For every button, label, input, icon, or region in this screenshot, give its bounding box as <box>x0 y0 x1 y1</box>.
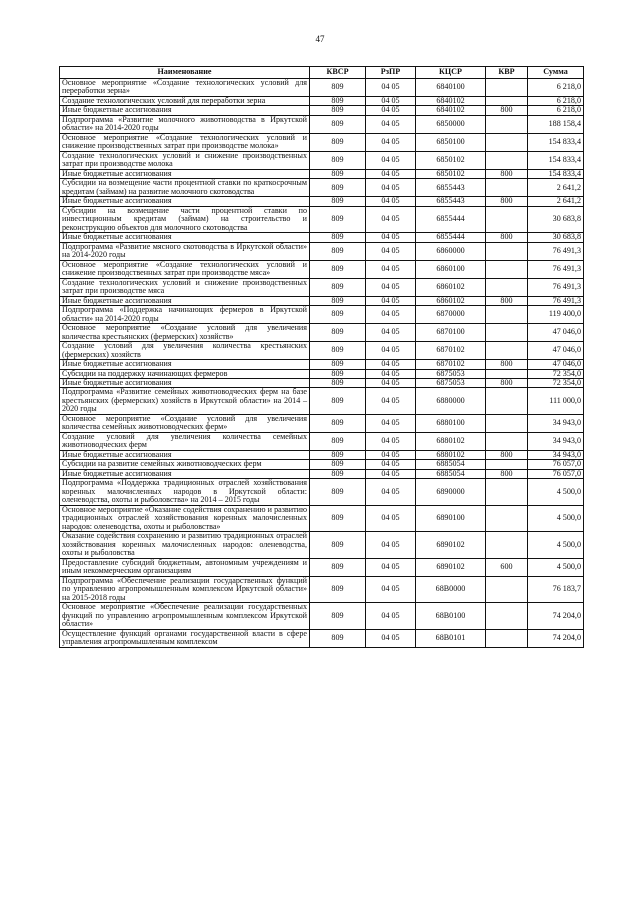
row-rzpr-cell: 04 05 <box>366 629 416 647</box>
row-kcsr-cell: 6860102 <box>416 296 486 305</box>
row-kvsr-cell: 809 <box>310 369 366 378</box>
table-row <box>60 169 584 178</box>
table-row <box>60 414 584 432</box>
row-sum-cell: 76 057,0 <box>528 460 584 469</box>
row-kvr-cell <box>486 206 528 232</box>
row-rzpr-cell: 04 05 <box>366 242 416 260</box>
row-name-cell: Предоставление субсидий бюджетным, автономным учреждениям и иным некоммерческим организациям <box>60 558 310 576</box>
table-row <box>60 151 584 169</box>
row-sum-cell: 4 500,0 <box>528 505 584 531</box>
row-kvsr-cell: 809 <box>310 296 366 305</box>
row-name-cell: Субсидии на поддержку начинающих фермеров <box>60 369 310 378</box>
row-name-cell: Осуществление функций органами государственной власти в сфере управления агропромышленным комплексом <box>60 629 310 647</box>
row-name-cell: Создание условий для увеличения количества крестьянских (фермерских) хозяйств <box>60 342 310 360</box>
row-kvr-cell <box>486 242 528 260</box>
row-name-cell: Иные бюджетные ассигнования <box>60 450 310 459</box>
row-kcsr-cell: 6855444 <box>416 206 486 232</box>
row-sum-cell: 34 943,0 <box>528 432 584 450</box>
row-rzpr-cell: 04 05 <box>366 603 416 629</box>
row-rzpr-cell: 04 05 <box>366 179 416 197</box>
budget-table <box>59 66 584 648</box>
row-name-cell: Иные бюджетные ассигнования <box>60 469 310 478</box>
row-kvsr-cell: 809 <box>310 342 366 360</box>
row-kvr-cell <box>486 505 528 531</box>
column-header-kvsr: КВСР <box>310 67 366 79</box>
row-kcsr-cell: 6875053 <box>416 369 486 378</box>
row-sum-cell: 34 943,0 <box>528 450 584 459</box>
row-name-cell: Основное мероприятие «Создание технологических условий для переработки зерна» <box>60 79 310 97</box>
row-kvsr-cell: 809 <box>310 260 366 278</box>
row-sum-cell: 72 354,0 <box>528 378 584 387</box>
row-name-cell: Иные бюджетные ассигнования <box>60 106 310 115</box>
row-kvr-cell <box>486 576 528 602</box>
row-name-cell: Основное мероприятие «Создание условий для увеличения количества семейных животноводческих ферм» <box>60 414 310 432</box>
column-header-sum: Сумма <box>528 67 584 79</box>
row-kvr-cell <box>486 629 528 647</box>
row-kcsr-cell: 6890102 <box>416 532 486 558</box>
row-kcsr-cell: 6890100 <box>416 505 486 531</box>
table-row <box>60 278 584 296</box>
row-rzpr-cell: 04 05 <box>366 260 416 278</box>
row-sum-cell: 72 354,0 <box>528 369 584 378</box>
table-row <box>60 242 584 260</box>
row-kvsr-cell: 809 <box>310 414 366 432</box>
row-kvr-cell <box>486 179 528 197</box>
row-rzpr-cell: 04 05 <box>366 342 416 360</box>
row-sum-cell: 76 491,3 <box>528 242 584 260</box>
table-row <box>60 260 584 278</box>
row-sum-cell: 111 000,0 <box>528 388 584 414</box>
table-row <box>60 629 584 647</box>
table-row <box>60 115 584 133</box>
row-kvr-cell <box>486 414 528 432</box>
row-kvsr-cell: 809 <box>310 206 366 232</box>
table-row <box>60 603 584 629</box>
row-kcsr-cell: 6870000 <box>416 306 486 324</box>
row-name-cell: Подпрограмма «Развитие молочного животноводства в Иркутской области» на 2014-2020 годы <box>60 115 310 133</box>
row-rzpr-cell: 04 05 <box>366 360 416 369</box>
table-row <box>60 306 584 324</box>
row-kvsr-cell: 809 <box>310 450 366 459</box>
row-kvsr-cell: 809 <box>310 388 366 414</box>
table-row <box>60 96 584 105</box>
row-sum-cell: 154 833,4 <box>528 133 584 151</box>
row-sum-cell: 76 183,7 <box>528 576 584 602</box>
table-row <box>60 133 584 151</box>
row-name-cell: Создание технологических условий для переработки зерна <box>60 96 310 105</box>
row-kvr-cell <box>486 479 528 505</box>
table-row <box>60 479 584 505</box>
row-kvr-cell: 800 <box>486 169 528 178</box>
row-kvsr-cell: 809 <box>310 233 366 242</box>
row-sum-cell: 74 204,0 <box>528 629 584 647</box>
row-rzpr-cell: 04 05 <box>366 505 416 531</box>
row-kvr-cell <box>486 342 528 360</box>
row-kcsr-cell: 6870102 <box>416 342 486 360</box>
table-row <box>60 369 584 378</box>
row-rzpr-cell: 04 05 <box>366 79 416 97</box>
row-name-cell: Субсидии на возмещение части процентной ставки по инвестиционным кредитам (займам) на строительство и реконструкцию объектов для молочного скотоводства <box>60 206 310 232</box>
row-sum-cell: 2 641,2 <box>528 179 584 197</box>
row-kvr-cell <box>486 260 528 278</box>
page-number: 47 <box>315 34 325 44</box>
row-kcsr-cell: 6840102 <box>416 96 486 105</box>
row-sum-cell: 154 833,4 <box>528 169 584 178</box>
row-kvsr-cell: 809 <box>310 629 366 647</box>
row-kvr-cell: 800 <box>486 469 528 478</box>
row-kvsr-cell: 809 <box>310 106 366 115</box>
table-row <box>60 233 584 242</box>
row-kcsr-cell: 6840100 <box>416 79 486 97</box>
row-name-cell: Создание условий для увеличения количества семейных животноводческих ферм <box>60 432 310 450</box>
table-row <box>60 450 584 459</box>
row-kvr-cell: 800 <box>486 106 528 115</box>
table-body <box>60 79 584 648</box>
column-header-name: Наименование <box>60 67 310 79</box>
row-kvsr-cell: 809 <box>310 558 366 576</box>
row-kvr-cell: 800 <box>486 378 528 387</box>
row-kvr-cell <box>486 369 528 378</box>
row-name-cell: Субсидии на развитие семейных животноводческих ферм <box>60 460 310 469</box>
row-sum-cell: 76 491,3 <box>528 278 584 296</box>
table-row <box>60 106 584 115</box>
row-kcsr-cell: 6875053 <box>416 378 486 387</box>
row-name-cell: Основное мероприятие «Обеспечение реализации государственных функций по управлению агропромышленным комплексом Иркутской области» <box>60 603 310 629</box>
row-rzpr-cell: 04 05 <box>366 576 416 602</box>
row-kvr-cell: 600 <box>486 558 528 576</box>
table-row <box>60 576 584 602</box>
row-name-cell: Иные бюджетные ассигнования <box>60 197 310 206</box>
row-kvr-cell <box>486 388 528 414</box>
row-rzpr-cell: 04 05 <box>366 115 416 133</box>
row-rzpr-cell: 04 05 <box>366 324 416 342</box>
row-kcsr-cell: 6855443 <box>416 197 486 206</box>
row-name-cell: Основное мероприятие «Создание условий для увеличения количества крестьянских (фермерских) хозяйств» <box>60 324 310 342</box>
row-kvsr-cell: 809 <box>310 151 366 169</box>
row-kvsr-cell: 809 <box>310 469 366 478</box>
row-rzpr-cell: 04 05 <box>366 306 416 324</box>
row-kcsr-cell: 6870102 <box>416 360 486 369</box>
row-sum-cell: 2 641,2 <box>528 197 584 206</box>
row-rzpr-cell: 04 05 <box>366 197 416 206</box>
row-sum-cell: 6 218,0 <box>528 79 584 97</box>
row-rzpr-cell: 04 05 <box>366 414 416 432</box>
row-kvsr-cell: 809 <box>310 432 366 450</box>
row-sum-cell: 6 218,0 <box>528 106 584 115</box>
row-name-cell: Оказание содействия сохранению и развитию традиционных отраслей хозяйствования коренных малочисленных народов: оленеводства, охоты и рыболовства <box>60 532 310 558</box>
row-kvr-cell: 800 <box>486 360 528 369</box>
row-kvr-cell: 800 <box>486 233 528 242</box>
row-kvr-cell <box>486 306 528 324</box>
row-kcsr-cell: 6840102 <box>416 106 486 115</box>
row-kcsr-cell: 6860100 <box>416 260 486 278</box>
row-name-cell: Подпрограмма «Поддержка начинающих фермеров в Иркутской области» на 2014-2020 годы <box>60 306 310 324</box>
row-rzpr-cell: 04 05 <box>366 296 416 305</box>
row-name-cell: Подпрограмма «Развитие мясного скотоводства в Иркутской области» на 2014-2020 годы <box>60 242 310 260</box>
row-name-cell: Основное мероприятие «Создание технологических условий и снижение производственных затрат при производстве молока» <box>60 133 310 151</box>
row-sum-cell: 34 943,0 <box>528 414 584 432</box>
row-sum-cell: 47 046,0 <box>528 342 584 360</box>
table-row <box>60 342 584 360</box>
row-name-cell: Основное мероприятие «Создание технологических условий и снижение производственных затрат при производстве мяса» <box>60 260 310 278</box>
row-kvr-cell: 800 <box>486 450 528 459</box>
row-rzpr-cell: 04 05 <box>366 479 416 505</box>
row-rzpr-cell: 04 05 <box>366 278 416 296</box>
row-kvsr-cell: 809 <box>310 306 366 324</box>
row-kcsr-cell: 6880100 <box>416 414 486 432</box>
row-kvsr-cell: 809 <box>310 532 366 558</box>
row-kvsr-cell: 809 <box>310 79 366 97</box>
row-kvsr-cell: 809 <box>310 96 366 105</box>
row-kcsr-cell: 6855444 <box>416 233 486 242</box>
row-kcsr-cell: 6880102 <box>416 432 486 450</box>
row-kcsr-cell: 6850000 <box>416 115 486 133</box>
row-rzpr-cell: 04 05 <box>366 532 416 558</box>
row-kvr-cell <box>486 79 528 97</box>
row-kcsr-cell: 6890000 <box>416 479 486 505</box>
row-kvsr-cell: 809 <box>310 278 366 296</box>
row-kvsr-cell: 809 <box>310 360 366 369</box>
table-row <box>60 324 584 342</box>
row-kcsr-cell: 6870100 <box>416 324 486 342</box>
row-kvsr-cell: 809 <box>310 133 366 151</box>
row-rzpr-cell: 04 05 <box>366 558 416 576</box>
table-row <box>60 532 584 558</box>
row-kvr-cell: 800 <box>486 296 528 305</box>
row-kcsr-cell: 6880102 <box>416 450 486 459</box>
row-rzpr-cell: 04 05 <box>366 369 416 378</box>
row-rzpr-cell: 04 05 <box>366 233 416 242</box>
row-sum-cell: 4 500,0 <box>528 532 584 558</box>
row-kvr-cell <box>486 96 528 105</box>
row-kcsr-cell: 6860000 <box>416 242 486 260</box>
table-row <box>60 388 584 414</box>
row-name-cell: Субсидии на возмещение части процентной ставки по краткосрочным кредитам (займам) на развитие молочного скотоводства <box>60 179 310 197</box>
row-sum-cell: 74 204,0 <box>528 603 584 629</box>
table-row <box>60 179 584 197</box>
table-row <box>60 432 584 450</box>
row-kvsr-cell: 809 <box>310 603 366 629</box>
column-header-kcsr: КЦСР <box>416 67 486 79</box>
row-kvr-cell <box>486 324 528 342</box>
row-name-cell: Подпрограмма «Поддержка традиционных отраслей хозяйствования коренных малочисленных народов в Иркутской области: оленеводства, охоты и рыболовства» на 2014 – 2015 годы <box>60 479 310 505</box>
row-name-cell: Создание технологических условий и снижение производственных затрат при производстве молока <box>60 151 310 169</box>
row-sum-cell: 188 158,4 <box>528 115 584 133</box>
row-sum-cell: 47 046,0 <box>528 360 584 369</box>
row-sum-cell: 76 491,3 <box>528 296 584 305</box>
row-kvsr-cell: 809 <box>310 324 366 342</box>
row-kvsr-cell: 809 <box>310 505 366 531</box>
row-kvr-cell <box>486 460 528 469</box>
row-kvsr-cell: 809 <box>310 179 366 197</box>
row-kvsr-cell: 809 <box>310 242 366 260</box>
row-rzpr-cell: 04 05 <box>366 388 416 414</box>
row-name-cell: Иные бюджетные ассигнования <box>60 233 310 242</box>
row-rzpr-cell: 04 05 <box>366 206 416 232</box>
row-rzpr-cell: 04 05 <box>366 469 416 478</box>
row-name-cell: Основное мероприятие «Оказание содействия сохранению и развитию традиционных отраслей хозяйствования коренных малочисленных народов: оленеводства, охоты и рыболовства» <box>60 505 310 531</box>
row-kcsr-cell: 6885054 <box>416 469 486 478</box>
row-kcsr-cell: 6850102 <box>416 169 486 178</box>
row-sum-cell: 4 500,0 <box>528 558 584 576</box>
row-kcsr-cell: 6850102 <box>416 151 486 169</box>
row-sum-cell: 30 683,8 <box>528 206 584 232</box>
row-kvr-cell <box>486 603 528 629</box>
row-sum-cell: 76 491,3 <box>528 260 584 278</box>
table-row <box>60 296 584 305</box>
row-sum-cell: 30 683,8 <box>528 233 584 242</box>
row-rzpr-cell: 04 05 <box>366 378 416 387</box>
row-kvr-cell <box>486 133 528 151</box>
row-name-cell: Создание технологических условий и снижение производственных затрат при производстве мяса <box>60 278 310 296</box>
table-row <box>60 360 584 369</box>
row-kcsr-cell: 6880000 <box>416 388 486 414</box>
row-sum-cell: 119 400,0 <box>528 306 584 324</box>
table-row <box>60 469 584 478</box>
row-kvsr-cell: 809 <box>310 460 366 469</box>
row-name-cell: Иные бюджетные ассигнования <box>60 296 310 305</box>
row-sum-cell: 6 218,0 <box>528 96 584 105</box>
table-row <box>60 378 584 387</box>
table-row <box>60 558 584 576</box>
row-kvr-cell <box>486 532 528 558</box>
row-kvr-cell <box>486 115 528 133</box>
row-kvsr-cell: 809 <box>310 576 366 602</box>
row-rzpr-cell: 04 05 <box>366 96 416 105</box>
row-kcsr-cell: 6885054 <box>416 460 486 469</box>
row-kvsr-cell: 809 <box>310 197 366 206</box>
column-header-kvr: КВР <box>486 67 528 79</box>
row-rzpr-cell: 04 05 <box>366 106 416 115</box>
table-row <box>60 505 584 531</box>
row-kcsr-cell: 6890102 <box>416 558 486 576</box>
row-name-cell: Подпрограмма «Обеспечение реализации государственных функций по управлению агропромышленным комплексом Иркутской области» на 2015-2018 годы <box>60 576 310 602</box>
row-sum-cell: 4 500,0 <box>528 479 584 505</box>
row-rzpr-cell: 04 05 <box>366 169 416 178</box>
row-kvr-cell: 800 <box>486 197 528 206</box>
table-row <box>60 197 584 206</box>
row-kcsr-cell: 6860102 <box>416 278 486 296</box>
row-rzpr-cell: 04 05 <box>366 432 416 450</box>
table-row <box>60 460 584 469</box>
row-kcsr-cell: 6855443 <box>416 179 486 197</box>
row-kvr-cell <box>486 432 528 450</box>
row-kcsr-cell: 6850100 <box>416 133 486 151</box>
row-kvr-cell <box>486 151 528 169</box>
row-rzpr-cell: 04 05 <box>366 460 416 469</box>
table-header-row <box>60 67 584 79</box>
row-rzpr-cell: 04 05 <box>366 133 416 151</box>
table-row <box>60 79 584 97</box>
row-kvsr-cell: 809 <box>310 479 366 505</box>
table-row <box>60 206 584 232</box>
row-kcsr-cell: 68В0100 <box>416 603 486 629</box>
row-kvsr-cell: 809 <box>310 378 366 387</box>
column-header-rzpr: РзПР <box>366 67 416 79</box>
row-sum-cell: 154 833,4 <box>528 151 584 169</box>
row-name-cell: Иные бюджетные ассигнования <box>60 378 310 387</box>
row-kcsr-cell: 68В0101 <box>416 629 486 647</box>
row-sum-cell: 47 046,0 <box>528 324 584 342</box>
row-name-cell: Иные бюджетные ассигнования <box>60 169 310 178</box>
row-rzpr-cell: 04 05 <box>366 151 416 169</box>
row-kvsr-cell: 809 <box>310 115 366 133</box>
row-rzpr-cell: 04 05 <box>366 450 416 459</box>
row-sum-cell: 76 057,0 <box>528 469 584 478</box>
row-kvsr-cell: 809 <box>310 169 366 178</box>
row-kvr-cell <box>486 278 528 296</box>
row-name-cell: Подпрограмма «Развитие семейных животноводческих ферм на базе крестьянских (фермерских) хозяйств в Иркутской области» на 2014 – 2020 годы <box>60 388 310 414</box>
row-kcsr-cell: 68В0000 <box>416 576 486 602</box>
row-name-cell: Иные бюджетные ассигнования <box>60 360 310 369</box>
